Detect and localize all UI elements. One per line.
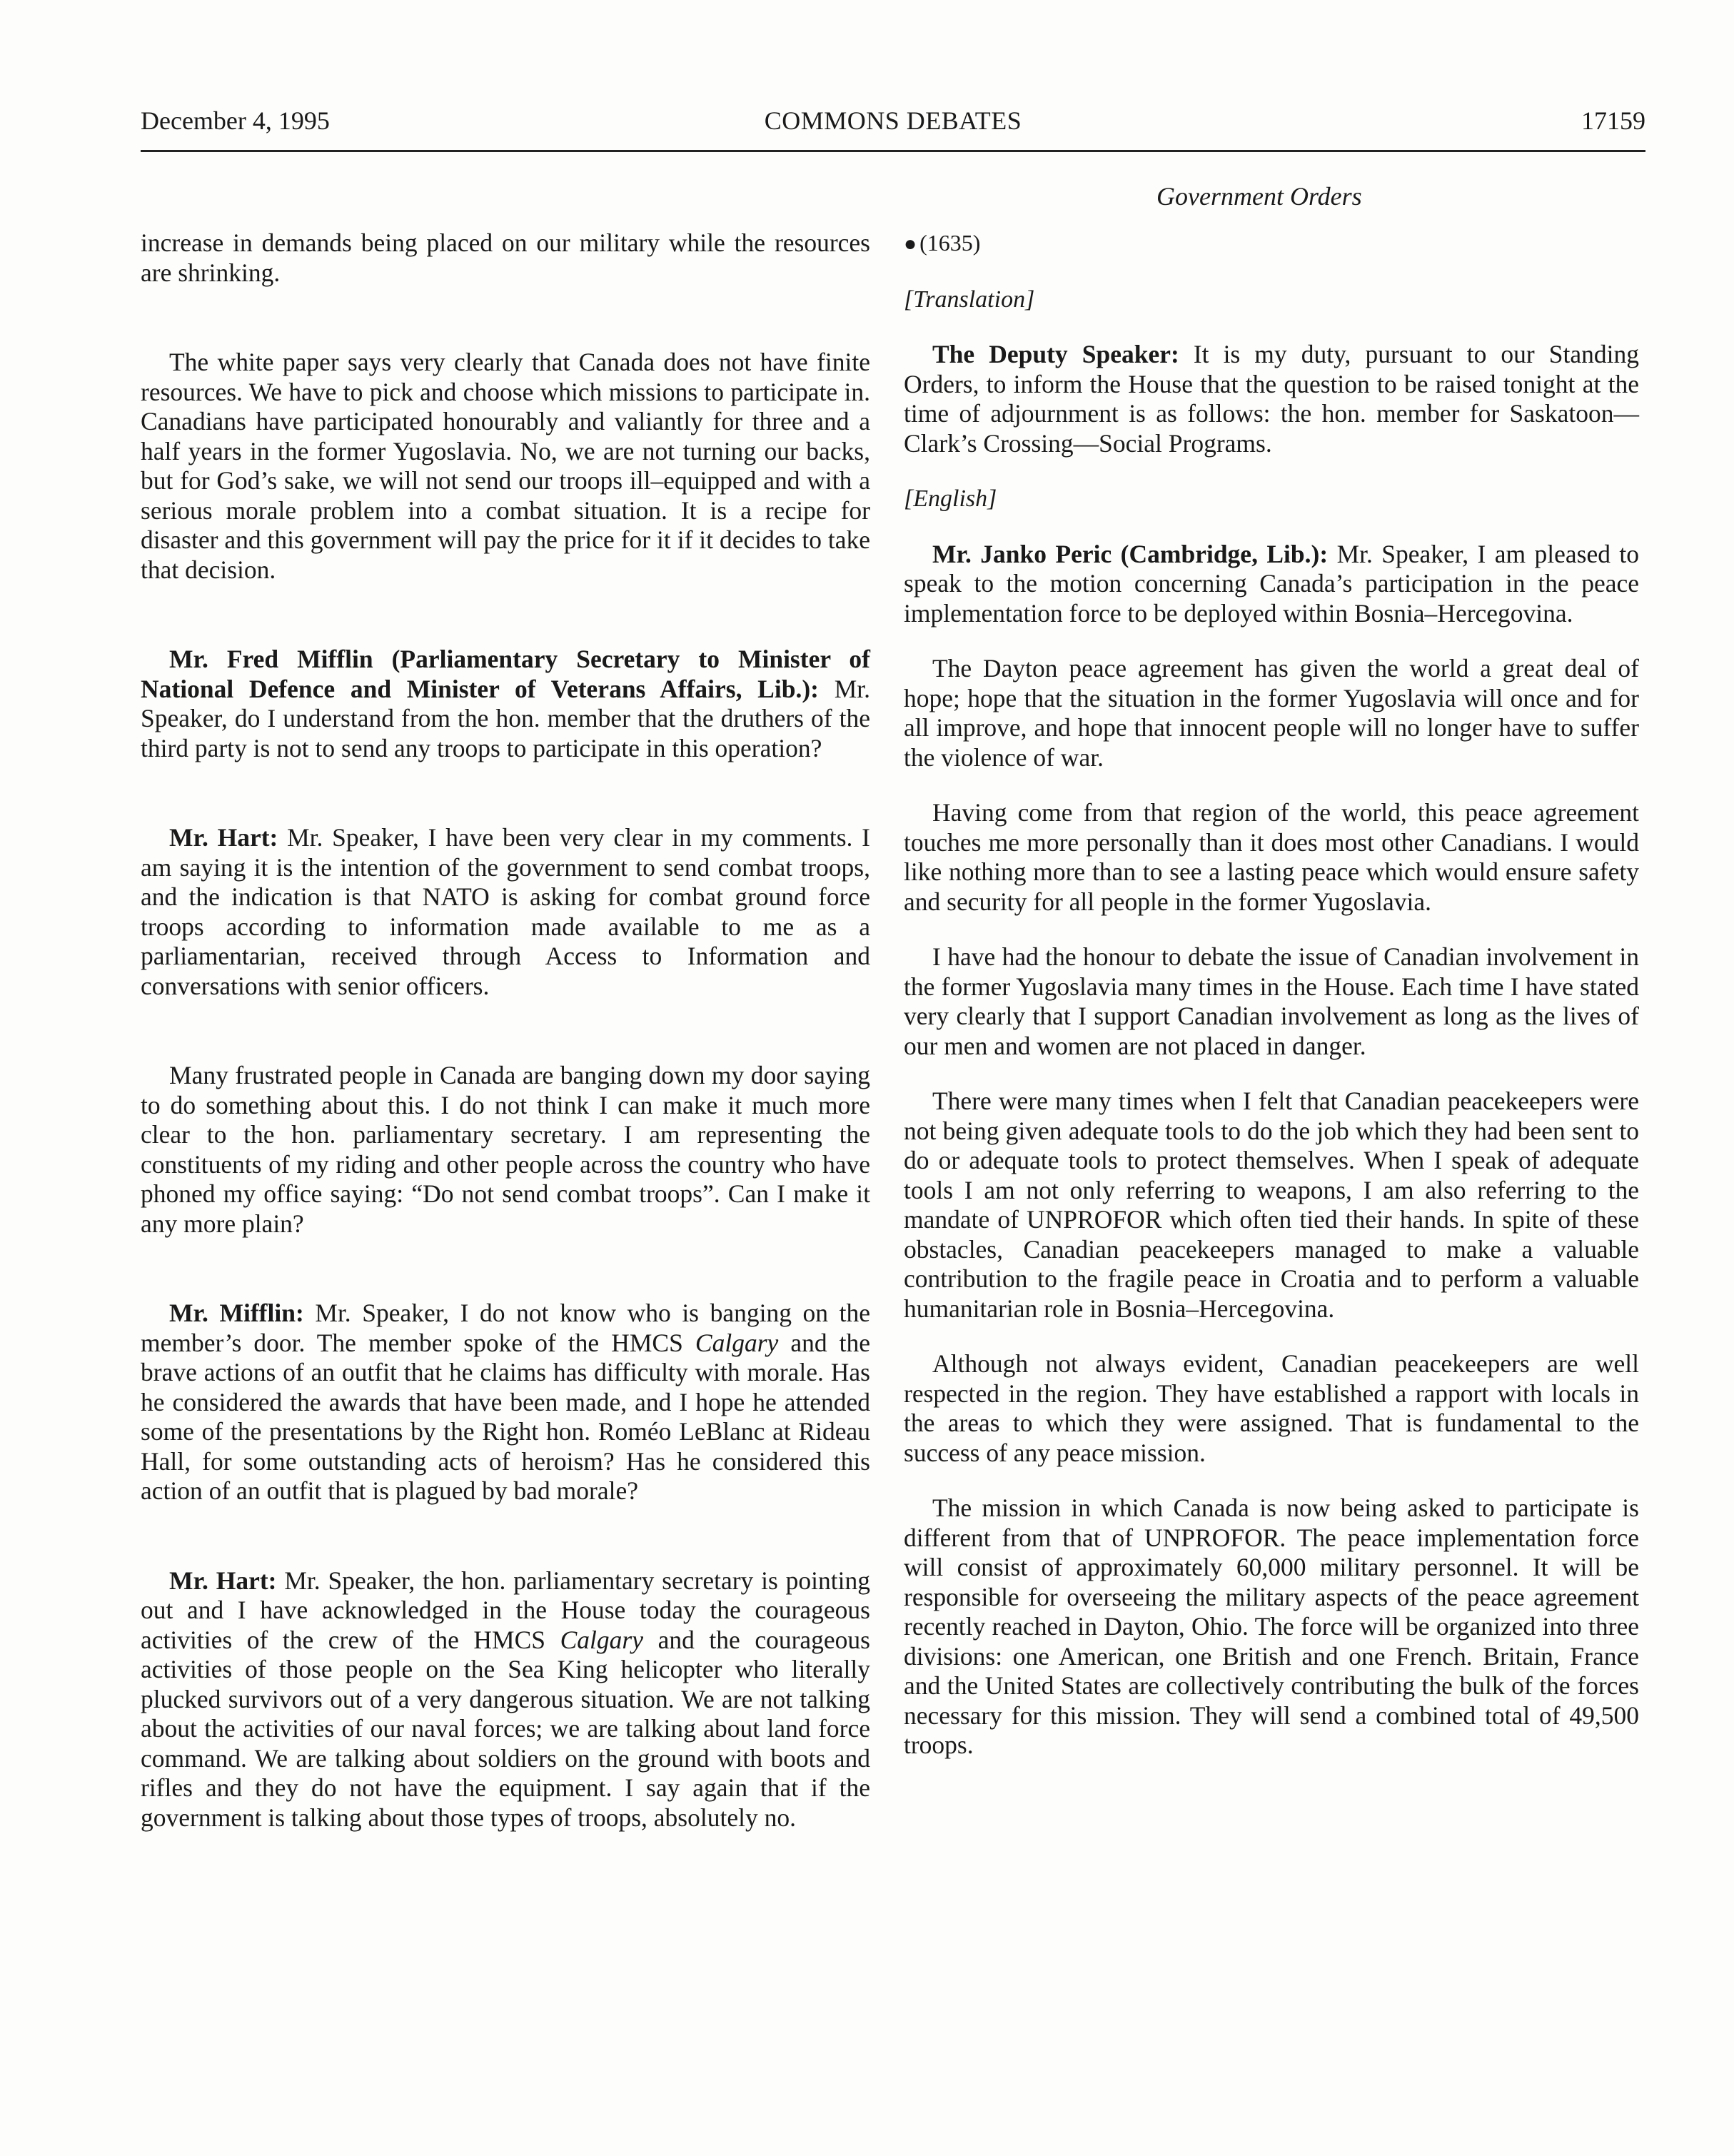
paragraph: The Dayton peace agreement has given the world a great deal of hope; hope that the situation in the former Yugoslavia will once and for all improve, and hope that innocent people will no longer have to suffer the violence of war. — [904, 654, 1639, 772]
speaker-name: Mr. Mifflin: — [169, 1299, 304, 1327]
paragraph: Having come from that region of the world, this peace agreement touches me more personally than it does most other Canadians. I would like nothing more than to see a lasting peace which would ensure safety and security for all people in the former Yugoslavia. — [904, 798, 1639, 916]
page-number: 17159 — [1581, 106, 1645, 135]
speech-text: and the brave actions of an outfit that he claims has difficulty with morale. Has he considered the awards that have been made, and I hope he attended some of the presentations by the Right hon. Roméo LeBlanc at Rideau Hall, for some outstanding acts of heroism? Has he considered this action of an outfit that is plagued by bad morale? — [141, 1328, 870, 1505]
translation-tag: [Translation] — [904, 286, 1035, 313]
speech-text: Mr. Speaker, I do not know who is banging on the member’s door. The member spoke of the HMCS — [141, 1299, 871, 1357]
speech-text: and the courageous activities of those people on the Sea King helicopter who literally plucked survivors out of a very dangerous situation. We are not talking about the activities of our naval forces; we are talking about land force command. We are talking about soldiers on the ground with boots and rifles and they do not have the equipment. I say again that if the government is talking about those types of troops, absolutely no. — [141, 1625, 870, 1832]
speech-text: It is my duty, pursuant to our Standing Orders, to inform the House that the question to be raised tonight at the time of adjournment is as follows: the hon. member for Saskatoon—Clark’s Crossing—Social Programs. — [904, 340, 1639, 458]
speech-text: Mr. Speaker, I have been very clear in my comments. I am saying it is the intention of the government to send combat troops, and the indication is that NATO is asking for combat ground force troops according to information made available to me as a parliamentarian, received through Access to Information and conversations with senior officers. — [141, 823, 870, 1000]
paragraph: increase in demands being placed on our military while the resources are shrinking. — [141, 228, 870, 287]
section-label: Government Orders — [1156, 182, 1362, 211]
page-header — [141, 106, 1645, 143]
speaker-name: Mr. Janko Peric (Cambridge, Lib.): — [932, 539, 1329, 568]
speech-paragraph — [141, 1299, 870, 1506]
publication-title: COMMONS DEBATES — [764, 106, 1022, 135]
speech-paragraph — [904, 540, 1639, 629]
speaker-name: The Deputy Speaker: — [932, 340, 1179, 368]
speech-paragraph — [904, 340, 1639, 458]
speaker-name: Mr. Hart: — [169, 1566, 277, 1595]
paragraph: The white paper says very clearly that Canada does not have finite resources. We have to pick and choose which missions to participate in. Canadians have participated honourably and valiantly for three and a half years in the former Yugoslavia. No, we are not turning our backs, but for God’s sake, we will not send our troops ill–equipped and with a serious morale problem into a combat situation. It is a recipe for disaster and this government will pay the price for it if it decides to take that decision. — [141, 348, 870, 584]
time-marker: ● (1635) — [904, 230, 981, 256]
speech-paragraph — [141, 645, 870, 763]
header-rule — [141, 150, 1645, 152]
bullet-icon: ● — [904, 232, 917, 256]
ship-name: Calgary — [560, 1625, 643, 1654]
ship-name: Calgary — [695, 1328, 779, 1357]
speech-text: Mr. Speaker, the hon. parliamentary secretary is pointing out and I have acknowledged in the House today the courageous activities of the crew of the HMCS — [141, 1566, 870, 1654]
paragraph: Although not always evident, Canadian peacekeepers are well respected in the region. They have established a rapport with locals in the areas to which they were assigned. That is fundamental to the success of any peace mission. — [904, 1349, 1639, 1467]
right-column — [904, 228, 1639, 1760]
speech-text: Mr. Speaker, I am pleased to speak to the motion concerning Canada’s participation in the peace implementation force to be deployed within Bosnia–Hercegovina. — [904, 539, 1639, 628]
paragraph: There were many times when I felt that Canadian peacekeepers were not being given adequate tools to do the job which they had been sent to do or adequate tools to protect themselves. When I speak of adequate tools I am not only referring to weapons, I am also referring to the mandate of UNPROFOR which often tied their hands. In spite of these obstacles, Canadian peacekeepers managed to make a valuable contribution to the fragile peace in Croatia and to perform a valuable humanitarian role in Bosnia–Hercegovina. — [904, 1087, 1639, 1323]
english-tag: [English] — [904, 485, 997, 512]
header-date: December 4, 1995 — [141, 106, 330, 135]
left-column — [141, 228, 870, 1833]
speech-text: Mr. Speaker, do I understand from the hon. member that the druthers of the third party is not to send any troops to participate in this operation? — [141, 674, 871, 762]
speaker-name: Mr. Hart: — [169, 823, 278, 852]
paragraph: I have had the honour to debate the issue of Canadian involvement in the former Yugoslavia many times in the House. Each time I have stated very clearly that I support Canadian involvement as long as the lives of our men and women are not placed in danger. — [904, 942, 1639, 1060]
speech-paragraph — [141, 1566, 870, 1833]
speaker-name: Mr. Fred Mifflin (Parliamentary Secretary to Minister of National Defence and Minister of Veterans Affairs, Lib.): — [141, 645, 870, 703]
paragraph: The mission in which Canada is now being asked to participate is different from that of UNPROFOR. The peace implementation force will consist of approximately 60,000 military personnel. It will be responsible for overseeing the military aspects of the peace agreement recently reached in Dayton, Ohio. The force will be organized into three divisions: one American, one British and one French. Britain, France and the United States are collectively contributing the bulk of the forces necessary for this mission. They will send a combined total of 49,500 troops. — [904, 1493, 1639, 1759]
speech-paragraph — [141, 823, 870, 1001]
paragraph: Many frustrated people in Canada are banging down my door saying to do something about this. I do not think I can make it much more clear to the hon. parliamentary secretary. I am representing the constituents of my riding and other people across the country who have phoned my office saying: “Do not send combat troops”. Can I make it any more plain? — [141, 1061, 870, 1238]
